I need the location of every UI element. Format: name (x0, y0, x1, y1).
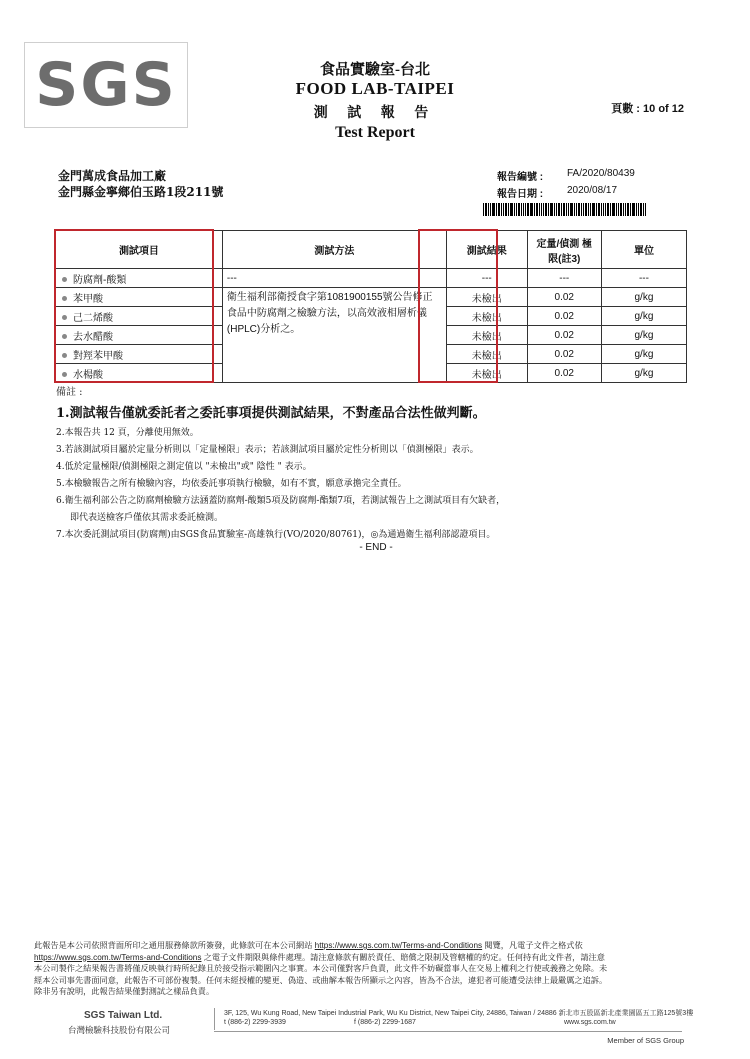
row-loq: 0.02 (527, 364, 601, 383)
disclaimer-line1b: 閱覽，凡電子文件之格式依 (484, 941, 583, 950)
report-date (497, 185, 618, 200)
barcode-bar (583, 203, 584, 216)
disclaimer-line1a: 此報告是本公司依照背面所印之通用服務條款所簽發，此條款可在本公司網站 (34, 941, 313, 950)
barcode-bar (640, 203, 642, 216)
terms-link-2[interactable]: https://www.sgs.com.tw/Terms-and-Conditions (34, 952, 202, 962)
header-item: 測試項目 (56, 231, 223, 269)
barcode-bar (536, 203, 538, 216)
barcode-bar (607, 203, 609, 216)
method-description: 衛生福利部衛授食字第1081900155號公告修正食品中防腐劑之檢驗方法，以高效液相層析儀(HPLC)分析之。 (222, 288, 446, 383)
barcode-bar (618, 203, 619, 216)
footer-separator (214, 1008, 215, 1030)
disclaimer-line4: 經本公司事先書面同意，此報告不可部份複製。任何未經授權的變更、偽造、或曲解本報告所顯示之內容，皆為不合法，違犯者可能遭受法律上最嚴厲之追訴。 (34, 975, 608, 985)
disclaimer (34, 940, 724, 998)
barcode-bar (645, 203, 646, 216)
row-item-label: 對羥苯甲酸 (73, 350, 123, 362)
barcode-bar (556, 203, 557, 216)
note-5: 5.本檢驗報告之所有檢驗內容，均依委託事項執行檢驗，如有不實，願意承擔完全責任。 (56, 479, 407, 489)
footer-rule (214, 1031, 682, 1032)
footer-brand: SGS Taiwan Ltd. (84, 1010, 163, 1021)
row-result: 未檢出 (446, 288, 527, 307)
notes-label: 備註 : (56, 387, 83, 398)
barcode-bar (638, 203, 639, 216)
row-loq: 0.02 (527, 288, 601, 307)
barcode-bar (503, 203, 504, 216)
barcode-bar (492, 203, 495, 216)
barcode-bar (505, 203, 507, 216)
barcode-bar (539, 203, 540, 216)
footer-website[interactable]: www.sgs.com.tw (564, 1019, 616, 1026)
header-method: 測試方法 (222, 231, 446, 269)
barcode-bar (563, 203, 565, 216)
barcode-bar (590, 203, 591, 216)
lab-name-en: FOOD LAB-TAIPEI (295, 79, 455, 98)
row-item-label: 己二烯酸 (73, 312, 113, 324)
barcode-bar (508, 203, 509, 216)
disclaimer-line3: 本公司製作之結果報告書將僅反映執行時所紀錄且於接受指示範圍內之事實。本公司僅對客戶負責，此文件不妨礙當事人在交易上權利之行使或義務之免除。未 (34, 964, 608, 973)
group-loq: --- (527, 269, 601, 288)
row-result: 未檢出 (446, 345, 527, 364)
barcode-bar (496, 203, 497, 216)
barcode-bar (525, 203, 526, 216)
terms-link-1[interactable]: https://www.sgs.com.tw/Terms-and-Conditions (314, 941, 483, 950)
report-date-value: 2020/08/17 (567, 185, 618, 196)
barcode-bar (570, 203, 573, 216)
barcode-bar (581, 203, 582, 216)
report-title-cn: 測 試 報 告 (313, 106, 437, 121)
row-loq: 0.02 (527, 307, 601, 326)
group-unit: --- (601, 269, 686, 288)
notes-section (56, 383, 696, 553)
row-result: 未檢出 (446, 364, 527, 383)
barcode-bar (554, 203, 555, 216)
barcode-bar (545, 203, 547, 216)
barcode-bar (561, 203, 562, 216)
page-number: 頁數 : 10 of 12 (611, 103, 684, 115)
barcode-bar (598, 203, 600, 216)
note-7: 7.本次委託測試項目(防腐劑)由SGS食品實驗室-高雄執行(VO/2020/80761)，◎為通過衛生福利部認證項目。 (56, 530, 496, 540)
highlight-items-box (54, 229, 214, 383)
report-number-value: FA/2020/80439 (567, 168, 635, 179)
group-method: --- (222, 269, 446, 288)
group-item-label: 防腐劑-酸類 (73, 274, 127, 286)
barcode-bar (601, 203, 602, 216)
barcode-bar (592, 203, 595, 216)
logo-text: SGS (35, 50, 177, 120)
barcode-bar (596, 203, 597, 216)
group-result: --- (446, 269, 527, 288)
row-result: 未檢出 (446, 326, 527, 345)
client-address: 金門縣金寧鄉伯玉路1段211號 (58, 185, 224, 199)
barcode (483, 203, 683, 216)
barcode-bar (623, 203, 624, 216)
barcode-bar (501, 203, 502, 216)
row-unit: g/kg (601, 307, 686, 326)
row-unit: g/kg (601, 326, 686, 345)
footer-brand-cn: 台灣檢驗科技股份有限公司 (68, 1025, 171, 1035)
note-3: 3.若該測試項目屬於定量分析則以「定量極限」表示；若該測試項目屬於定性分析則以「偵測極限」表示。 (56, 445, 479, 455)
barcode-bar (612, 203, 615, 216)
barcode-bar (558, 203, 560, 216)
note-1: 1.測試報告僅就委託者之委託事項提供測試結果，不對產品合法性做判斷。 (56, 406, 486, 421)
barcode-bar (534, 203, 535, 216)
barcode-bar (514, 203, 515, 216)
barcode-bar (483, 203, 484, 216)
barcode-bar (530, 203, 533, 216)
header-unit: 單位 (601, 231, 686, 269)
row-unit: g/kg (601, 288, 686, 307)
barcode-bar (605, 203, 606, 216)
note-6: 6.衛生福利部公告之防腐劑檢驗方法涵蓋防腐劑-酸類5項及防腐劑-酯類7項，若測試報告上之測試項目有欠缺者， (56, 496, 506, 506)
barcode-bar (578, 203, 580, 216)
barcode-bar (541, 203, 542, 216)
barcode-bar (485, 203, 487, 216)
report-number-label: 報告編號 : (497, 172, 544, 183)
barcode-bar (616, 203, 617, 216)
barcode-bar (488, 203, 489, 216)
note-2: 2.本報告共 12 頁，分離使用無效。 (56, 428, 199, 438)
barcode-bar (603, 203, 604, 216)
note-6-cont: 即代表送檢客戶僅依其需求委託檢測。 (70, 513, 224, 523)
barcode-bar (630, 203, 631, 216)
disclaimer-line5: 除非另有說明，此報告結果僅對測試之樣品負責。 (34, 987, 215, 996)
barcode-bar (566, 203, 567, 216)
barcode-bar (574, 203, 575, 216)
report-title-en: Test Report (335, 124, 415, 141)
barcode-bar (550, 203, 553, 216)
row-unit: g/kg (601, 364, 686, 383)
header-loq: 定量/偵測 極限(註3) (527, 231, 601, 269)
row-item-label: 苯甲酸 (73, 293, 103, 305)
footer-phone: t (886-2) 2299-3939 (224, 1019, 286, 1026)
barcode-bar (588, 203, 589, 216)
lab-name-cn: 食品實驗室-台北 (320, 62, 430, 78)
row-loq: 0.02 (527, 345, 601, 364)
barcode-bar (585, 203, 587, 216)
barcode-bar (518, 203, 520, 216)
row-item-label: 水楊酸 (73, 369, 103, 381)
footer-address: 3F, 125, Wu Kung Road, New Taipei Industrial Park, Wu Ku District, New Taipei City, 24886, Taiwan / 24886 新北市五股區新北產業園區五工路125號3樓 (224, 1010, 694, 1017)
row-item-label: 去水醋酸 (73, 331, 113, 343)
sgs-logo (24, 42, 188, 128)
barcode-bar (498, 203, 500, 216)
barcode-bar (568, 203, 569, 216)
barcode-bar (543, 203, 544, 216)
barcode-bar (510, 203, 513, 216)
report-date-label: 報告日期 : (497, 189, 544, 200)
highlight-results-box (418, 229, 498, 383)
end-marker: - END - (359, 542, 393, 553)
client-name: 金門萬成食品加工廠 (58, 169, 167, 183)
header-result: 測試結果 (446, 231, 527, 269)
barcode-bar (627, 203, 629, 216)
barcode-bar (632, 203, 635, 216)
barcode-bar (521, 203, 522, 216)
disclaimer-line2: 之電子文件期限與條件處理。請注意條款有關於責任、賠償之限制及管轄權的約定。任何持有此文件者，請注意 (203, 952, 605, 962)
footer-fax: f (886-2) 2299-1687 (354, 1019, 416, 1026)
barcode-bar (516, 203, 517, 216)
row-result: 未檢出 (446, 307, 527, 326)
barcode-bar (576, 203, 577, 216)
barcode-bar (523, 203, 524, 216)
barcode-bar (625, 203, 626, 216)
note-4: 4.低於定量極限/偵測極限之測定值以 "未檢出"或" 陰性 " 表示。 (56, 462, 312, 472)
barcode-bar (527, 203, 529, 216)
report-number (497, 168, 635, 183)
barcode-bar (490, 203, 491, 216)
row-loq: 0.02 (527, 326, 601, 345)
barcode-bar (548, 203, 549, 216)
barcode-bar (620, 203, 622, 216)
row-unit: g/kg (601, 345, 686, 364)
barcode-bar (643, 203, 644, 216)
barcode-bar (636, 203, 637, 216)
footer-member: Member of SGS Group (607, 1036, 684, 1045)
barcode-bar (610, 203, 611, 216)
